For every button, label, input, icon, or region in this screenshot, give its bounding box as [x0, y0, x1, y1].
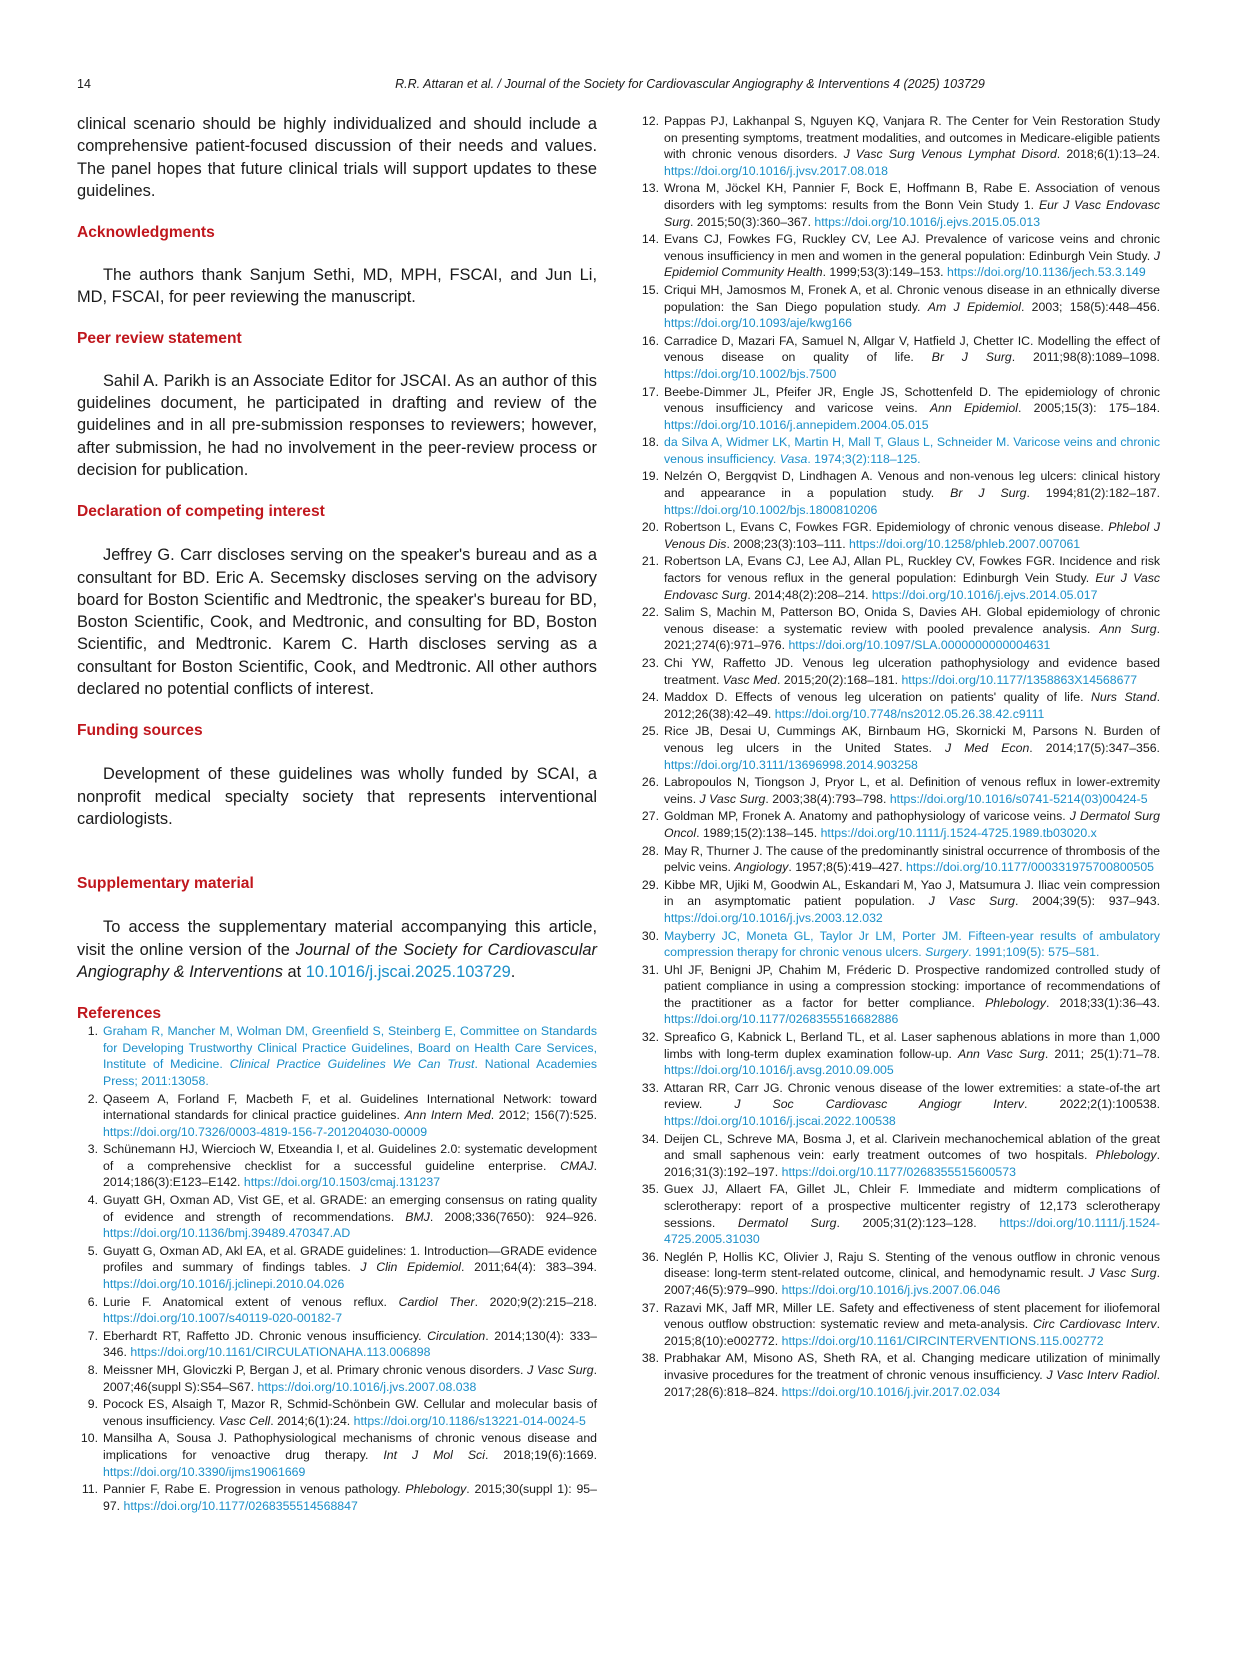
reference-details: . 2014;6(1):24. [270, 1413, 354, 1428]
reference-link[interactable]: https://doi.org/10.1016/s0741-5214(03)00424-5 [889, 791, 1148, 806]
reference-journal: Vasc Cell [218, 1413, 271, 1428]
reference-number: 27. [641, 809, 659, 824]
reference-link[interactable]: https://doi.org/10.1016/j.ejvs.2015.05.013 [814, 214, 1041, 229]
reference-journal: BMJ [405, 1209, 430, 1224]
reference-journal: Vasc Med [722, 672, 778, 687]
reference-link[interactable]: da Silva A, Widmer LK, Martin H, Mall T, Glaus L, Schneider M. Varicose veins and chronic venous insufficiency. [664, 435, 1160, 466]
reference-link[interactable]: https://doi.org/10.3390/ijms19061669 [103, 1464, 306, 1479]
reference-citation: May R, Thurner J. The cause of the predominantly sinistral occurrence of thrombosis of the pelvic veins. [664, 843, 1160, 875]
reference-link[interactable]: https://doi.org/10.1016/j.avsg.2010.09.005 [664, 1063, 894, 1078]
reference-details: . 2011;98(8):1089–1098. [1011, 350, 1160, 365]
reference-journal: Angiology [734, 860, 789, 875]
reference-link[interactable]: https://doi.org/10.1111/j.1524-4725.2005.31030 [664, 1215, 1160, 1247]
reference-number: 11. [81, 1482, 98, 1497]
reference-item [638, 655, 1160, 688]
reference-item [638, 180, 1160, 230]
reference-link[interactable]: https://doi.org/10.1016/j.jvir.2017.02.034 [781, 1384, 1001, 1399]
reference-details: . 2014;48(2):208–214. [747, 587, 872, 602]
reference-link-title[interactable]: Clinical Practice Guidelines We Can Trust [229, 1057, 475, 1072]
reference-link[interactable]: https://doi.org/10.1177/0268355514568847 [123, 1498, 358, 1513]
reference-citation: Qaseem A, Forland F, Macbeth F, et al. Guidelines International Network: toward international standards for clinical practice guidelines. [103, 1091, 597, 1123]
reference-link[interactable]: https://doi.org/10.1016/j.jvsv.2017.08.018 [664, 163, 889, 178]
reference-item [638, 928, 1160, 961]
supplementary-text [77, 916, 597, 983]
reference-link[interactable]: https://doi.org/10.1177/0268355515600573 [781, 1164, 1016, 1179]
reference-link[interactable]: https://doi.org/10.1016/j.jscai.2022.100538 [664, 1114, 896, 1129]
reference-details: . 2018;33(1):36–43. [1045, 995, 1161, 1010]
reference-citation: Lurie F. Anatomical extent of venous reflux. [103, 1294, 399, 1309]
reference-journal: Dermatol Surg [737, 1215, 837, 1230]
reference-citation: Schünemann HJ, Wiercioch W, Etxeandia I, et al. Guidelines 2.0: systematic development of a comprehensive checklist for a successful guideline enterprise. [103, 1142, 597, 1173]
reference-item [638, 1181, 1160, 1247]
reference-journal: Circulation [427, 1328, 486, 1343]
reference-link-tail[interactable]: . National Academies Press; 2011:13058. [103, 1057, 597, 1088]
reference-journal: Nurs Stand [1090, 690, 1157, 705]
reference-details: . 2017;28(6):818–824. [664, 1367, 1160, 1399]
reference-number: 24. [641, 690, 659, 705]
reference-number: 4. [87, 1193, 98, 1208]
reference-citation: Pannier F, Rabe E. Progression in venous pathology. [103, 1482, 406, 1497]
reference-item [638, 843, 1160, 876]
reference-item [638, 1131, 1160, 1181]
reference-number: 2. [87, 1091, 98, 1106]
reference-details: . 2014;130(4): 333–346. [103, 1328, 597, 1360]
reference-item [77, 1430, 597, 1480]
reference-citation: Chi YW, Raffetto JD. Venous leg ulceration pathophysiology and evidence based treatment. [664, 656, 1160, 687]
reference-number: 20. [641, 520, 659, 535]
reference-number: 26. [641, 775, 659, 790]
page-number: 14 [77, 77, 91, 91]
reference-details: . 2015;30(suppl 1): 95–97. [103, 1482, 597, 1513]
reference-journal: Phlebology [985, 995, 1046, 1010]
reference-link[interactable]: https://doi.org/10.1093/aje/kwg166 [664, 316, 853, 331]
reference-number: 13. [641, 181, 659, 196]
reference-number: 34. [641, 1131, 659, 1146]
reference-details: . 2018;19(6):1669. [484, 1447, 597, 1462]
reference-number: 6. [87, 1294, 98, 1309]
section-heading-funding: Funding sources [77, 722, 203, 740]
reference-citation: Salim S, Machin M, Patterson BO, Onida S, Davies AH. Global epidemiology of chronic venous disease: a systematic review with pooled prevalence analysis. [664, 605, 1160, 636]
reference-details: . 2007;46(suppl S):S54–S67. [103, 1363, 598, 1394]
reference-journal: Br J Surg [931, 350, 1012, 365]
reference-journal: Eur J Vasc Endovasc Surg [664, 197, 1160, 229]
reference-number: 28. [641, 843, 659, 858]
reference-link[interactable]: https://doi.org/10.1016/j.jvs.2007.08.038 [257, 1379, 477, 1394]
reference-number: 16. [641, 333, 659, 348]
reference-link[interactable]: https://doi.org/10.1016/j.jvs.2003.12.032 [664, 910, 883, 925]
reference-details: . 2004;39(5): 937–943. [1015, 894, 1161, 909]
reference-item [77, 1192, 597, 1242]
reference-journal: Phlebology [405, 1482, 467, 1497]
reference-item [638, 231, 1160, 281]
reference-journal: J Vasc Surg [527, 1363, 594, 1377]
reference-item [638, 604, 1160, 654]
reference-link[interactable]: https://doi.org/10.1161/CIRCINTERVENTIONS.115.002772 [781, 1333, 1104, 1348]
reference-journal: J Epidemiol Community Health [664, 248, 1160, 280]
reference-link[interactable]: https://doi.org/10.1186/s13221-014-0024-5 [353, 1413, 586, 1428]
reference-link[interactable]: https://doi.org/10.1002/bjs.7500 [664, 366, 837, 381]
reference-citation: Attaran RR, Carr JG. Chronic venous disease of the lower extremities: a state-of-the art review. [664, 1080, 1160, 1112]
reference-item [77, 1396, 597, 1429]
reference-item [638, 1080, 1160, 1130]
reference-item [638, 808, 1160, 841]
reference-link-tail[interactable]: . 1991;109(5): 575–581. [968, 945, 1100, 960]
reference-citation: Goldman MP, Fronek A. Anatomy and pathophysiology of varicose veins. [664, 809, 1070, 824]
reference-link[interactable]: https://doi.org/10.1111/j.1524-4725.1989.tb03020.x [820, 825, 1097, 840]
reference-item [638, 384, 1160, 434]
reference-details: . 2018;6(1):13–24. [1056, 147, 1160, 162]
reference-number: 22. [641, 605, 659, 620]
reference-link[interactable]: https://doi.org/10.1016/j.jvs.2007.06.046 [781, 1282, 1001, 1297]
reference-details: . 2014;17(5):347–356. [1029, 740, 1160, 755]
reference-journal: Am J Epidemiol [927, 299, 1021, 314]
reference-journal: J Vasc Surg [699, 791, 766, 806]
reference-item [638, 1350, 1160, 1400]
reference-item [77, 1141, 597, 1191]
reference-citation: Spreafico G, Kabnick L, Berland TL, et al. Laser saphenous ablations in more than 1,000 limbs with long-term duplex examination follow-up. [664, 1030, 1160, 1061]
running-head: R.R. Attaran et al. / Journal of the Society for Cardiovascular Angiography & Interventions 4 (2025) 103729 [395, 77, 985, 91]
reference-item [77, 1481, 597, 1514]
reference-journal: J Vasc Surg Venous Lymphat Disord [843, 147, 1057, 162]
reference-citation: Neglén P, Hollis KC, Olivier J, Raju S. Stenting of the venous outflow in chronic venous disease: long-term stent-related outcome, clinical, and hemodynamic result. [664, 1249, 1160, 1281]
reference-journal: J Vasc Surg [1088, 1266, 1157, 1281]
reference-details: . 2008;23(3):103–111. [726, 536, 850, 551]
reference-citation: Mansilha A, Sousa J. Pathophysiological mechanisms of chronic venous disease and implications for venoactive drug therapy. [103, 1431, 597, 1462]
reference-link[interactable]: https://doi.org/10.1503/cmaj.131237 [243, 1175, 441, 1190]
references-heading: References [77, 1005, 162, 1023]
funding-text: Development of these guidelines was wholly funded by SCAI, a nonprofit medical specialty society that represents interventional cardiologists. [77, 765, 597, 828]
reference-journal: J Soc Cardiovasc Angiogr Interv [734, 1097, 1025, 1112]
reference-number: 1. [87, 1024, 98, 1039]
reference-item [638, 282, 1160, 332]
reference-journal: Ann Vasc Surg [958, 1046, 1045, 1061]
reference-number: 38. [641, 1351, 659, 1366]
reference-journal: J Med Econ [945, 740, 1030, 755]
reference-citation: Guyatt GH, Oxman AD, Vist GE, et al. GRADE: an emerging consensus on rating quality of evidence and strength of recommendations. [103, 1193, 597, 1224]
reference-citation: Beebe-Dimmer JL, Pfeifer JR, Engle JS, Schottenfeld D. The epidemiology of chronic venous insufficiency and varicose veins. [664, 384, 1160, 416]
reference-link[interactable]: https://doi.org/10.1002/bjs.1800810206 [664, 502, 878, 517]
reference-number: 19. [641, 469, 659, 484]
reference-citation: Prabhakar AM, Misono AS, Sheth RA, et al. Changing medicare utilization of minimally invasive procedures for the treatment of chronic venous insufficiency. [664, 1351, 1160, 1382]
reference-number: 33. [641, 1080, 659, 1095]
reference-number: 3. [87, 1142, 98, 1157]
reference-details: . 2015;8(10):e002772. [664, 1317, 1161, 1348]
reference-number: 15. [641, 282, 659, 297]
right-column [638, 113, 1160, 1401]
reference-details: . 2021;274(6):971–976. [664, 621, 1160, 653]
reference-link[interactable]: Graham R, Mancher M, Wolman DM, Greenfield S, Steinberg E, Committee on Standards for Developing Trustworthy Clinical Practice Guidelines, Board on Health Care Services, Institute of Medicine. [103, 1024, 597, 1072]
supplementary-text-before: To access the supplementary material accompanying this article, visit the online version of the [77, 918, 597, 959]
supplementary-doi-link[interactable]: 10.1016/j.jscai.2025.103729 [305, 962, 511, 981]
reference-number: 7. [87, 1328, 98, 1343]
reference-details: . 2012; 156(7):525. [490, 1108, 597, 1123]
reference-item [638, 113, 1160, 179]
reference-journal: J Vasc Surg [928, 894, 1016, 909]
reference-number: 8. [87, 1363, 98, 1377]
reference-link[interactable]: https://doi.org/10.1177/1358863X14568677 [901, 672, 1138, 687]
reference-link[interactable]: https://doi.org/10.1161/CIRCULATIONAHA.113.006898 [130, 1345, 431, 1360]
reference-details: . 1999;53(3):149–153. [822, 265, 947, 280]
reference-journal: Circ Cardiovasc Interv [1032, 1317, 1157, 1332]
reference-details: . 2008;336(7650): 924–926. [429, 1209, 597, 1224]
reference-journal: Phlebology [1095, 1148, 1157, 1163]
reference-number: 9. [87, 1397, 98, 1412]
reference-citation: Wrona M, Jöckel KH, Pannier F, Bock E, Hoffmann B, Rabe E. Association of venous disorders with leg symptoms: results from the Bonn Vein Study 1. [664, 181, 1160, 212]
reference-number: 32. [641, 1030, 659, 1045]
reference-journal: Phlebol J Venous Dis [664, 520, 1160, 551]
section-heading-peer-review: Peer review statement [77, 329, 242, 347]
reference-number: 37. [641, 1300, 659, 1315]
reference-citation: Guyatt G, Oxman AD, Akl EA, et al. GRADE guidelines: 1. Introduction—GRADE evidence profiles and summary of findings tables. [103, 1243, 597, 1275]
reference-citation: Rice JB, Desai U, Cummings AK, Birnbaum HG, Skornicki M, Parsons N. Burden of venous leg ulcers in the United States. [664, 724, 1160, 755]
reference-item [638, 333, 1160, 383]
reference-citation: Pocock ES, Alsaigh T, Mazor R, Schmid-Schönbein GW. Cellular and molecular basis of venous insufficiency. [103, 1397, 597, 1428]
reference-journal: Ann Surg [1099, 621, 1157, 636]
supplementary-text-after: . [510, 962, 516, 981]
reference-item [638, 553, 1160, 603]
reference-link-title[interactable]: Surgery [925, 945, 969, 960]
reference-citation: Robertson LA, Evans CJ, Lee AJ, Allan PL, Ruckley CV, Fowkes FGR. Incidence and risk factors for venous reflux in the general population: Edinburgh Vein Study. [664, 554, 1160, 586]
reference-details: . 2015;50(3):360–367. [689, 214, 815, 229]
reference-number: 18. [641, 435, 659, 450]
reference-link[interactable]: https://doi.org/10.1136/jech.53.3.149 [947, 265, 1146, 280]
reference-number: 5. [87, 1243, 98, 1258]
reference-citation: Maddox D. Effects of venous leg ulceration on patients' quality of life. [664, 690, 1091, 705]
reference-citation: Uhl JF, Benigni JP, Chahim M, Fréderic D. Prospective randomized controlled study of patient compliance in using a compression stocking: importance of recommendations of the practitioner as a factor for better compliance. [664, 962, 1160, 1010]
reference-item [77, 1362, 597, 1395]
supplementary-text-middle: at [282, 962, 306, 981]
reference-link[interactable]: Mayberry JC, Moneta GL, Taylor Jr LM, Porter JM. Fifteen-year results of ambulatory compression therapy for chronic venous ulcers. [664, 928, 1160, 960]
section-heading-acknowledgments: Acknowledgments [77, 224, 215, 242]
reference-item [77, 1091, 597, 1141]
reference-citation: Labropoulos N, Tiongson J, Pryor L, et al. Definition of venous reflux in lower-extremity veins. [664, 775, 1160, 806]
reference-citation: Deijen CL, Schreve MA, Bosma J, et al. Clarivein mechanochemical ablation of the great and small saphenous vein: early treatment outcomes of two hospitals. [664, 1131, 1160, 1163]
reference-number: 31. [641, 962, 659, 977]
reference-citation: Razavi MK, Jaff MR, Miller LE. Safety and effectiveness of stent placement for iliofemoral venous outflow obstruction: systematic review and meta-analysis. [664, 1300, 1160, 1332]
reference-number: 21. [641, 554, 659, 569]
reference-details: . 2022;2(1):100538. [1024, 1097, 1160, 1112]
reference-item [638, 1029, 1160, 1079]
reference-item [77, 1243, 597, 1293]
reference-item [638, 723, 1160, 773]
reference-details: . 2003; 158(5):448–456. [1020, 299, 1160, 314]
reference-citation: Criqui MH, Jamosmos M, Fronek A, et al. Chronic venous disease in an ethnically diverse population: the San Diego population study. [664, 282, 1160, 314]
reference-details: . 2015;20(2):168–181. [777, 672, 902, 687]
reference-number: 30. [641, 928, 659, 943]
reference-citation: Robertson L, Evans C, Fowkes FGR. Epidemiology of chronic venous disease. [664, 520, 1109, 535]
competing-interest-text: Jeffrey G. Carr discloses serving on the speaker's bureau and as a consultant for BD. Eric A. Secemsky discloses serving on the advisory board for Boston Scientific and Medtronic, the speaker's bureau for BD, Boston Scientific, Cook, and Medtronic, and consulting for BD, Boston Scientific, and Medtronic. Karem C. Harth discloses serving as a consultant for Boston Scientific, Cook, and Medtronic. All other authors declared no potential conflicts of interest. [77, 546, 597, 699]
reference-item [638, 468, 1160, 518]
peer-review-text: Sahil A. Parikh is an Associate Editor for JSCAI. As an author of this guidelines document, he participated in drafting and review of the guidelines and in all pre-submission responses to reviewers; however, after submission, he had no involvement in the peer-review process or decision for publication. [77, 371, 597, 479]
reference-details: . 1994;81(2):182–187. [1026, 486, 1160, 501]
reference-details: . 2011;64(4): 383–394. [461, 1260, 597, 1275]
reference-number: 36. [641, 1249, 659, 1264]
references-list-right [638, 113, 1160, 1400]
reference-item [77, 1328, 597, 1361]
reference-number: 14. [641, 232, 659, 247]
reference-link[interactable]: https://doi.org/10.1016/j.annepidem.2004.05.015 [664, 417, 929, 432]
section-heading-competing-interest: Declaration of competing interest [77, 503, 325, 521]
reference-item [638, 962, 1160, 1028]
acknowledgments-text: The authors thank Sanjum Sethi, MD, MPH, FSCAI, and Jun Li, MD, FSCAI, for peer reviewing the manuscript. [77, 266, 597, 307]
reference-link[interactable]: https://doi.org/10.1016/j.jclinepi.2010.04.026 [103, 1277, 345, 1292]
reference-link[interactable]: https://doi.org/10.1177/000331975700800505 [906, 860, 1155, 875]
reference-details: . 2011; 25(1):71–78. [1044, 1046, 1160, 1061]
reference-details: . 2014;186(3):E123–E142. [103, 1158, 597, 1190]
reference-item [638, 877, 1160, 927]
reference-details: . 2012;26(38):42–49. [664, 690, 1160, 721]
reference-item [638, 1249, 1160, 1299]
reference-link[interactable]: https://doi.org/10.3111/13696998.2014.903258 [664, 757, 918, 772]
reference-journal: J Vasc Interv Radiol [1046, 1367, 1157, 1382]
reference-details: . 1957;8(5):419–427. [788, 860, 907, 875]
supplementary-journal-name: Journal of the Society for Cardiovascular Angiography & Interventions [77, 940, 598, 981]
reference-number: 23. [641, 656, 659, 670]
reference-number: 35. [641, 1182, 659, 1197]
reference-details: . 2005;15(3): 175–184. [1017, 401, 1161, 416]
reference-citation: Evans CJ, Fowkes FG, Ruckley CV, Lee AJ. Prevalence of varicose veins and chronic venous insufficiency in men and women in the general population: Edinburgh Vein Study. [664, 232, 1160, 263]
reference-details: . 2005;31(2):123–128. [836, 1215, 1000, 1230]
reference-citation: Nelzén O, Bergqvist D, Lindhagen A. Venous and non-venous leg ulcers: clinical history and appearance in a population study. [664, 469, 1160, 501]
reference-journal: Eur J Vasc Endovasc Surg [664, 571, 1161, 602]
reference-citation: Meissner MH, Gloviczki P, Bergan J, et al. Primary chronic venous disorders. [103, 1363, 528, 1377]
intro-paragraph: clinical scenario should be highly individualized and should include a comprehensive patient-focused discussion of their needs and values. The panel hopes that future clinical trials will support updates to these guidelines. [77, 115, 597, 200]
reference-citation: Pappas PJ, Lakhanpal S, Nguyen KQ, Vanjara R. The Center for Vein Restoration Study on presenting symptoms, treatment modalities, and outcomes in Medicare-eligible patients with chronic venous disorders. [664, 114, 1160, 162]
reference-item [77, 1294, 597, 1327]
reference-citation: Eberhardt RT, Raffetto JD. Chronic venous insufficiency. [103, 1328, 428, 1343]
reference-journal: Ann Intern Med [404, 1108, 491, 1123]
reference-journal: Ann Epidemiol [929, 401, 1018, 416]
reference-number: 17. [641, 384, 659, 399]
reference-link[interactable]: https://doi.org/10.7748/ns2012.05.26.38.42.c9111 [774, 706, 1045, 721]
reference-number: 25. [641, 724, 659, 739]
reference-link[interactable]: https://doi.org/10.1007/s40119-020-00182-7 [103, 1311, 343, 1326]
reference-number: 12. [641, 114, 659, 128]
reference-item [638, 1300, 1160, 1350]
reference-item [77, 1023, 597, 1089]
left-column [77, 113, 597, 1515]
reference-journal: Br J Surg [950, 486, 1027, 501]
section-heading-supplementary: Supplementary material [77, 875, 254, 893]
reference-citation: Guex JJ, Allaert FA, Gillet JL, Chleir F. Immediate and midterm complications of sclerotherapy: report of a prospective multicenter registry of 12,173 sclerotherapy sessions. [664, 1182, 1160, 1230]
reference-journal: Cardiol Ther [398, 1294, 475, 1309]
reference-journal: Int J Mol Sci [383, 1447, 485, 1462]
reference-link[interactable]: https://doi.org/10.1136/bmj.39489.470347.AD [103, 1226, 351, 1241]
reference-journal: CMAJ [560, 1158, 594, 1173]
reference-details: . 1989;15(2):138–145. [696, 825, 821, 840]
reference-link[interactable]: https://doi.org/10.1258/phleb.2007.007061 [849, 536, 1081, 551]
reference-item [638, 434, 1160, 467]
reference-number: 10. [80, 1431, 98, 1446]
reference-details: . 2007;46(5):979–990. [664, 1266, 1160, 1297]
reference-journal: J Clin Epidemiol [360, 1260, 462, 1275]
reference-link[interactable]: https://doi.org/10.1177/0268355516682886 [664, 1012, 899, 1027]
reference-details: . 2016;31(3):192–197. [664, 1148, 1160, 1179]
reference-link-title[interactable]: Vasa [779, 451, 808, 466]
reference-link-tail[interactable]: . 1974;3(2):118–125. [807, 451, 921, 466]
reference-link[interactable]: https://doi.org/10.1097/SLA.0000000000004631 [788, 638, 1051, 653]
reference-number: 29. [641, 877, 659, 892]
reference-item [638, 519, 1160, 552]
reference-link[interactable]: https://doi.org/10.1016/j.ejvs.2014.05.017 [871, 587, 1098, 602]
reference-item [638, 774, 1160, 807]
reference-details: . 2020;9(2):215–218. [474, 1294, 597, 1309]
reference-details: . 2003;38(4):793–798. [765, 791, 890, 806]
references-list-left [77, 1023, 597, 1514]
reference-link[interactable]: https://doi.org/10.7326/0003-4819-156-7-201204030-00009 [103, 1124, 428, 1139]
reference-journal: J Dermatol Surg Oncol [664, 809, 1160, 840]
reference-citation: Carradice D, Mazari FA, Samuel N, Allgar V, Hatfield J, Chetter IC. Modelling the effect of venous disease on quality of life. [664, 333, 1160, 365]
reference-item [638, 689, 1160, 722]
reference-citation: Kibbe MR, Ujiki M, Goodwin AL, Eskandari M, Yao J, Matsumura J. Iliac vein compression in an asymptomatic patient population. [664, 877, 1160, 909]
